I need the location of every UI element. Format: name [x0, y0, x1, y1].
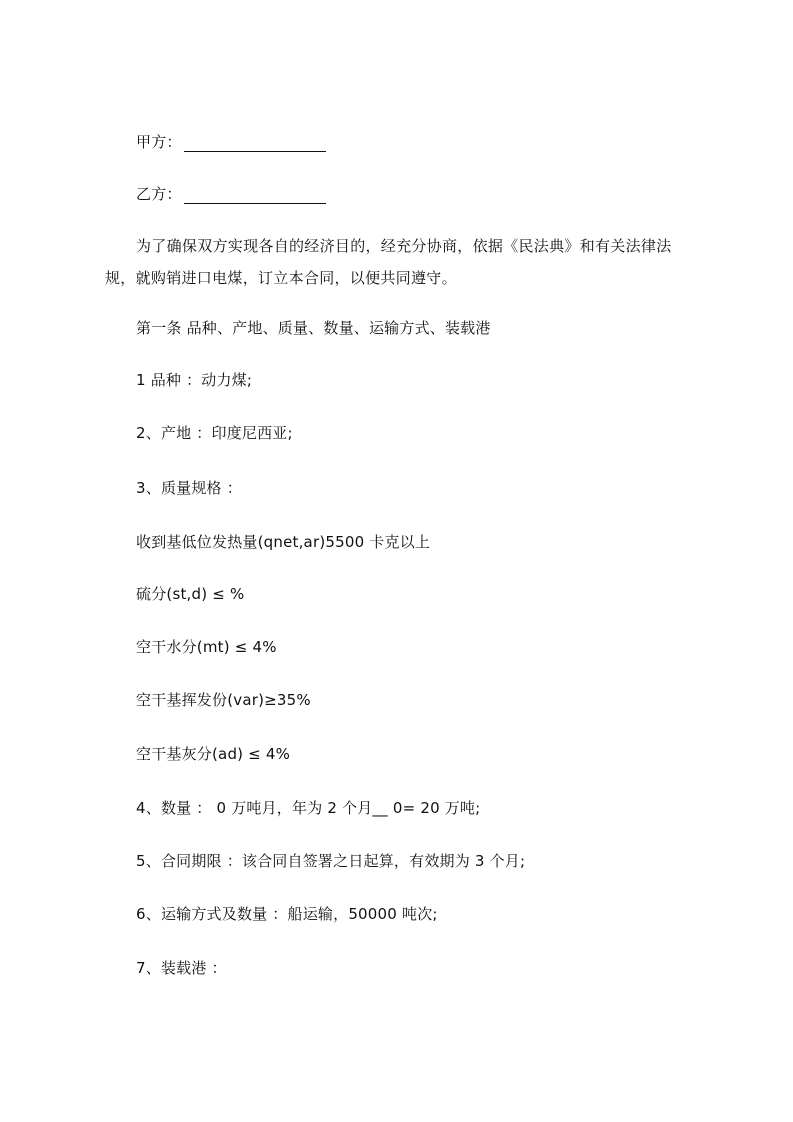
party-b-line: [136, 184, 326, 204]
item-quality-spec: 3、质量规格 ：: [136, 479, 242, 497]
item-sulfur: 硫分(st,d) ≤ %: [136, 585, 245, 603]
item-ash: 空干基灰分(ad) ≤ 4%: [136, 745, 291, 763]
party-a-label: 甲方：: [136, 133, 182, 151]
item-quantity: 4、数量 ： 0 万吨月，年为 2 个月__ 0= 20 万吨;: [136, 799, 481, 817]
party-b-blank: [184, 189, 326, 204]
item-contract-term: 5、合同期限 ：该合同自签署之日起算，有效期为 3 个月;: [136, 852, 526, 870]
item-origin: 2、产地 ：印度尼西亚;: [136, 424, 293, 442]
item-loading-port: 7、装载港 ：: [136, 959, 227, 977]
preamble-line-2: 规，就购销进口电煤，订立本合同，以便共同遵守。: [105, 269, 457, 287]
preamble-line-1: 为了确保双方实现各自的经济目的，经充分协商，依据《民法典》和有关法律法: [136, 237, 672, 255]
item-volatile-matter: 空干基挥发份(var)≥35%: [136, 691, 311, 709]
article-1-title: 第一条 品种、产地、质量、数量、运输方式、装载港: [136, 319, 491, 337]
item-calorific-value: 收到基低位发热量(qnet,ar)5500 卡克以上: [136, 533, 431, 551]
item-variety: 1 品种 ：动力煤;: [136, 371, 253, 389]
party-a-blank: [184, 137, 326, 152]
preamble-paragraph: [105, 230, 705, 294]
item-moisture: 空干水分(mt) ≤ 4%: [136, 638, 277, 656]
party-a-line: [136, 132, 326, 152]
item-transport: 6、运输方式及数量 ：船运输，50000 吨次;: [136, 905, 438, 923]
party-b-label: 乙方：: [136, 185, 182, 203]
